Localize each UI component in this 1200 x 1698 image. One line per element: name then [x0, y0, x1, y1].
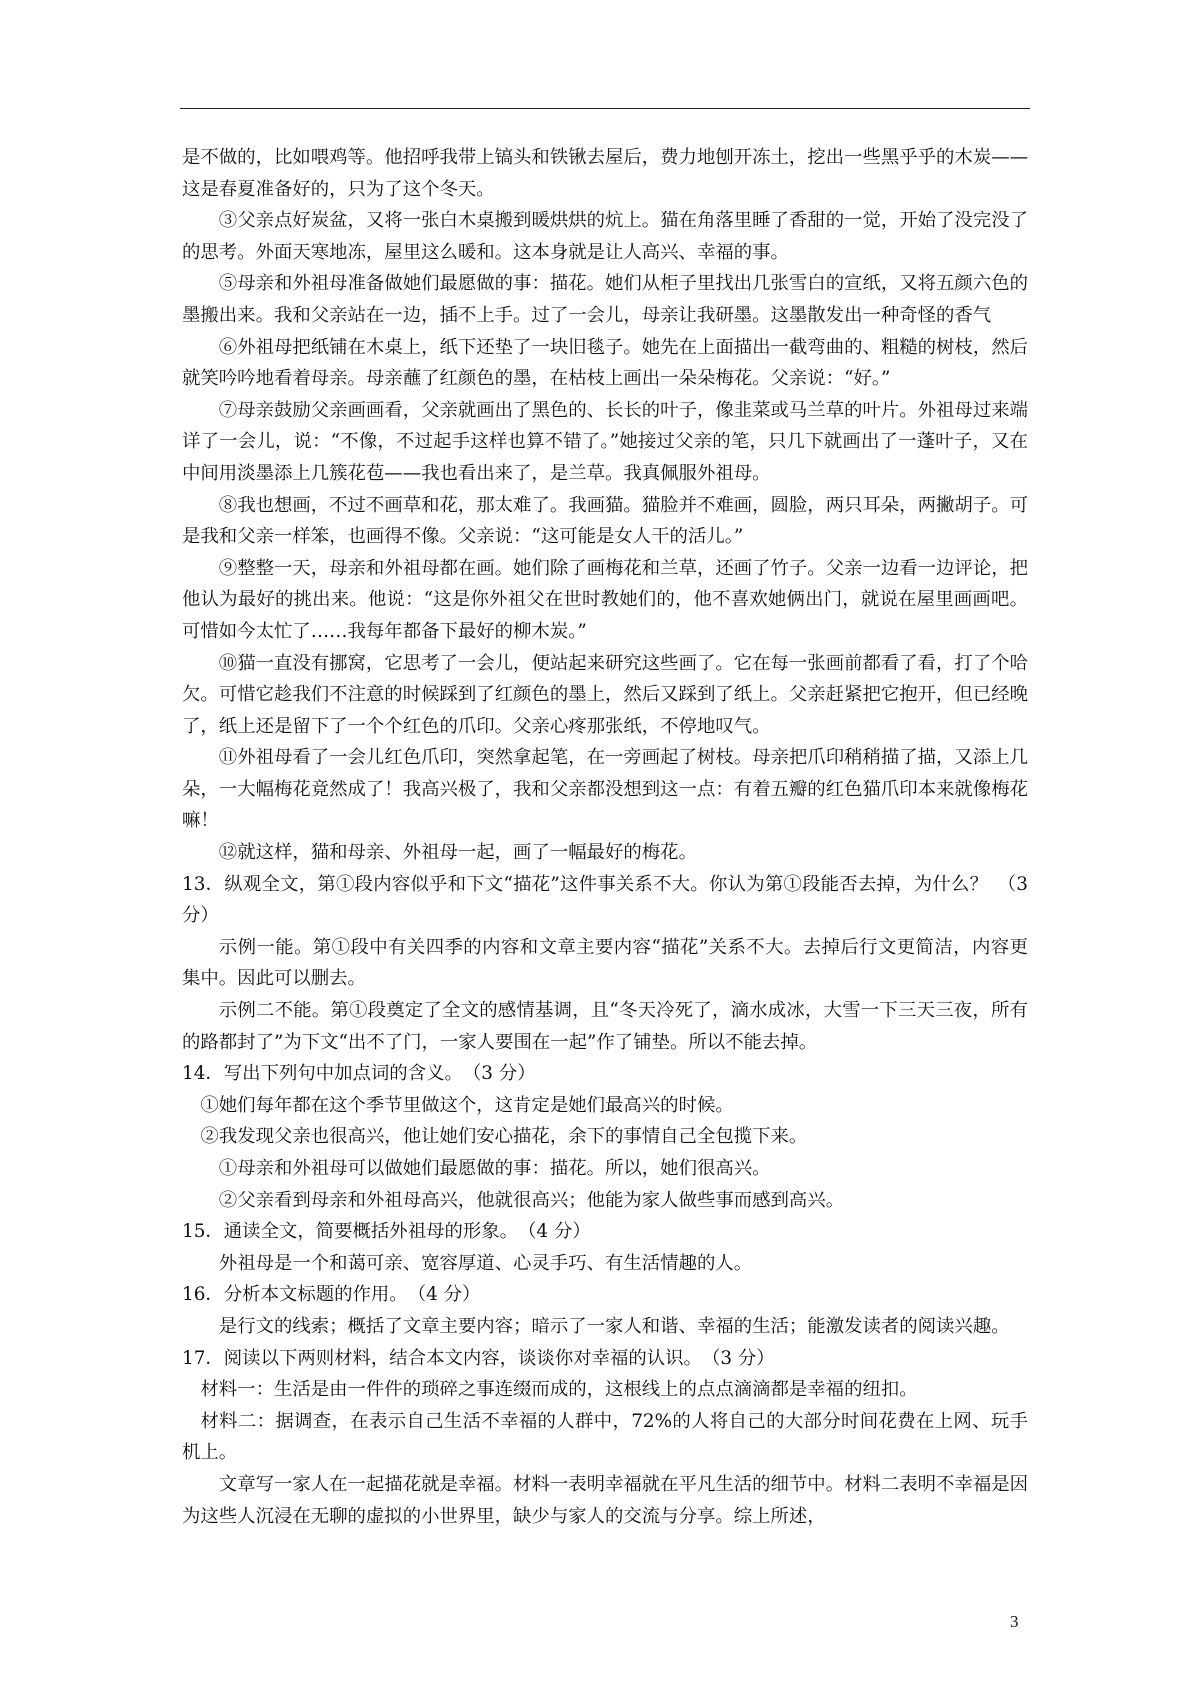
material-1: 材料一：生活是由一件件的琐碎之事连缀而成的，这根线上的点点滴滴都是幸福的纽扣。 — [200, 1379, 918, 1401]
paragraph-5: ⑤母亲和外祖母准备做她们最愿做的事：描花。她们从柜子里找出几张雪白的宣纸，又将五颜六色的墨搬出来。我和父亲站在一边，插不上手。过了一会儿，母亲让我研墨。这墨散发出一种奇怪的香气 — [182, 273, 1028, 326]
answer-17: 文章写一家人在一起描花就是幸福。材料一表明幸福就在平凡生活的细节中。材料二表明不幸福是因为这些人沉浸在无聊的虚拟的小世界里，缺少与家人的交流与分享。综上所述， — [182, 1473, 1028, 1527]
paragraph-10: ⑩猫一直没有挪窝，它思考了一会儿，便站起来研究这些画了。它在每一张画前都看了看，打了个哈欠。可惜它趁我们不注意的时候踩到了红颜色的墨上，然后又踩到了纸上。父亲赶紧把它抱开，但已经晚了，纸上还是留下了一个个红色的爪印。父亲心疼那张纸，不停地叹气。 — [182, 652, 1028, 737]
answer-14-2: ②父亲看到母亲和外祖母高兴，他就很高兴；他能为家人做些事而感到高兴。 — [218, 1189, 845, 1211]
question-16: 16．分析本文标题的作用。 （4 分） — [182, 1284, 481, 1306]
question-14-sentence-1: ①她们每年都在这个季节里做这个，这肯定是她们最高兴的时候。 — [200, 1094, 734, 1116]
paragraph-7: ⑦母亲鼓励父亲画画看，父亲就画出了黑色的、长长的叶子，像韭菜或马兰草的叶片。外祖母过来端详了一会儿，说：“不像，不过起手这样也算不错了。”她接过父亲的笔，只几下就画出了一蓬叶子，又在中间用淡墨添上几簇花苞——我也看出来了，是兰草。我真佩服外祖母。 — [182, 399, 1028, 484]
answer-14-1: ①母亲和外祖母可以做她们最愿做的事：描花。所以，她们很高兴。 — [218, 1158, 771, 1179]
question-17: 17．阅读以下两则材料，结合本文内容，谈谈你对幸福的认识。 （3 分） — [182, 1347, 775, 1369]
paragraph-12: ⑫就这样，猫和母亲、外祖母一起，画了一幅最好的梅花。 — [218, 842, 697, 864]
paragraph-8: ⑧我也想画，不过不画草和花，那太难了。我画猫。猫脸并不难画，圆脸，两只耳朵，两撇胡子。可是我和父亲一样笨，也画得不像。父亲说：“这可能是女人干的活儿。” — [182, 494, 1028, 548]
paragraph-3: ③父亲点好炭盆，又将一张白木桌搬到暖烘烘的炕上。猫在角落里睡了香甜的一觉，开始了没完没了的思考。外面天寒地冻，屋里这么暖和。这本身就是让人高兴、幸福的事。 — [182, 210, 1028, 263]
material-2: 材料二：据调查，在表示自己生活不幸福的人群中，72%的人将自己的大部分时间花费在上网、玩手机上。 — [182, 1410, 1028, 1464]
answer-13-example-2: 示例二不能。第①段奠定了全文的感情基调，且“冬天冷死了，滴水成冰，大雪一下三天三夜，所有的路都封了”为下文“出不了门，一家人要围在一起”作了铺垫。所以不能去掉。 — [182, 1000, 1028, 1053]
paragraph-continuation: 是不做的，比如喂鸡等。他招呼我带上镐头和铁锹去屋后，费力地刨开冻土，挖出一些黑乎乎的木炭——这是春夏准备好的，只为了这个冬天。 — [182, 147, 1028, 200]
paragraph-11: ⑪外祖母看了一会儿红色爪印，突然拿起笔，在一旁画起了树枝。母亲把爪印稍稍描了描，又添上几朵，一大幅梅花竟然成了！我高兴极了，我和父亲都没想到这一点：有着五瓣的红色猫爪印本来就像梅花嘛！ — [182, 747, 1028, 832]
paragraph-6: ⑥外祖母把纸铺在木桌上，纸下还垫了一块旧毯子。她先在上面描出一截弯曲的、粗糙的树枝，然后就笑吟吟地看着母亲。母亲蘸了红颜色的墨，在枯枝上画出一朵朵梅花。父亲说：“好。” — [182, 336, 1028, 390]
question-14: 14．写出下列句中加点词的含义。 （3 分） — [182, 1063, 536, 1085]
document-body — [182, 142, 1028, 1532]
paragraph-9: ⑨整整一天，母亲和外祖母都在画。她们除了画梅花和兰草，还画了竹子。父亲一边看一边评论，把他认为最好的挑出来。他说：“这是你外祖父在世时教她们的，他不喜欢她俩出门，就说在屋里画画吧。可惜如今太忙了……我每年都备下最好的柳木炭。” — [182, 557, 1028, 642]
answer-15: 外祖母是一个和蔼可亲、宽容厚道、心灵手巧、有生活情趣的人。 — [218, 1252, 753, 1274]
header-rule — [180, 108, 1030, 109]
question-14-sentence-2: ②我发现父亲也很高兴，他让她们安心描花，余下的事情自己全包揽下来。 — [200, 1126, 808, 1148]
answer-16: 是行文的线索；概括了文章主要内容；暗示了一家人和谐、幸福的生活；能激发读者的阅读兴趣。 — [218, 1315, 1010, 1337]
question-13: 13．纵观全文，第①段内容似乎和下文“描花”这件事关系不大。你认为第①段能否去掉，为什么？ （3 分） — [182, 873, 1028, 927]
answer-13-example-1: 示例一能。第①段中有关四季的内容和文章主要内容“描花”关系不大。去掉后行文更简洁，内容更集中。因此可以删去。 — [182, 936, 1028, 990]
question-15: 15．通读全文，简要概括外祖母的形象。 （4 分） — [182, 1221, 591, 1243]
page-number: 3 — [1010, 1612, 1019, 1631]
